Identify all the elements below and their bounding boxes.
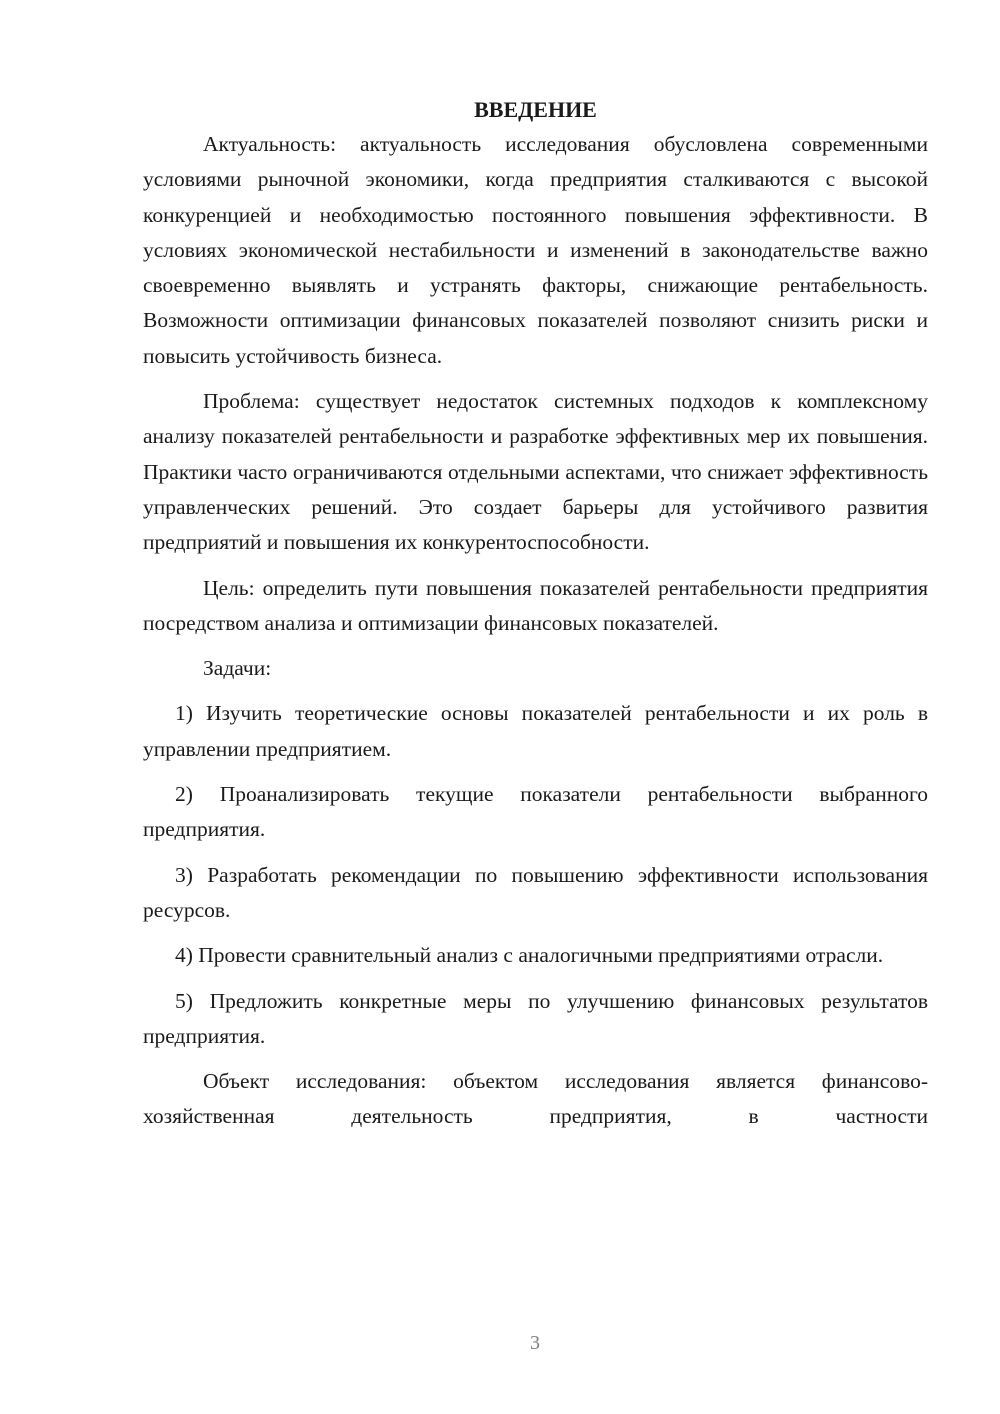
problem-paragraph: Проблема: существует недостаток системных подходов к комплексному анализу показателей рентабельности и разработке эффективных мер их повышения. Практики часто ограничиваются отдельными аспектами, что снижает эффективность управленческих решений. Это создает барьеры для устойчивого развития предприятий и повышения их конкурентоспособности.: [143, 389, 928, 555]
task-item: 2) Проанализировать текущие показатели рентабельности выбранного предприятия.: [143, 782, 928, 842]
task-item: 1) Изучить теоретические основы показателей рентабельности и их роль в управлении предприятием.: [143, 701, 928, 761]
document-page: [143, 94, 928, 1135]
page-number: 3: [530, 1332, 540, 1354]
tasks-label: Задачи:: [203, 656, 272, 681]
object-paragraph: Объект исследования: объектом исследования является финансово-хозяйственная деятельность предприятия, в частности: [143, 1069, 928, 1129]
section-heading: ВВЕДЕНИЕ: [474, 97, 597, 122]
goal-paragraph: Цель: определить пути повышения показателей рентабельности предприятия посредством анализа и оптимизации финансовых показателей.: [143, 575, 928, 635]
task-item: 4) Провести сравнительный анализ с аналогичными предприятиями отрасли.: [175, 943, 884, 968]
task-item: 3) Разработать рекомендации по повышению эффективности использования ресурсов.: [143, 862, 928, 922]
relevance-paragraph: Актуальность: актуальность исследования обусловлена современными условиями рыночной экономики, когда предприятия сталкиваются с высокой конкуренцией и необходимостью постоянного повышения эффективности. В условиях экономической нестабильности и изменений в законодательстве важно своевременно выявлять и устранять факторы, снижающие рентабельность. Возможности оптимизации финансовых показателей позволяют снизить риски и повысить устойчивость бизнеса.: [143, 132, 928, 368]
task-item: 5) Предложить конкретные меры по улучшению финансовых результатов предприятия.: [143, 988, 928, 1048]
